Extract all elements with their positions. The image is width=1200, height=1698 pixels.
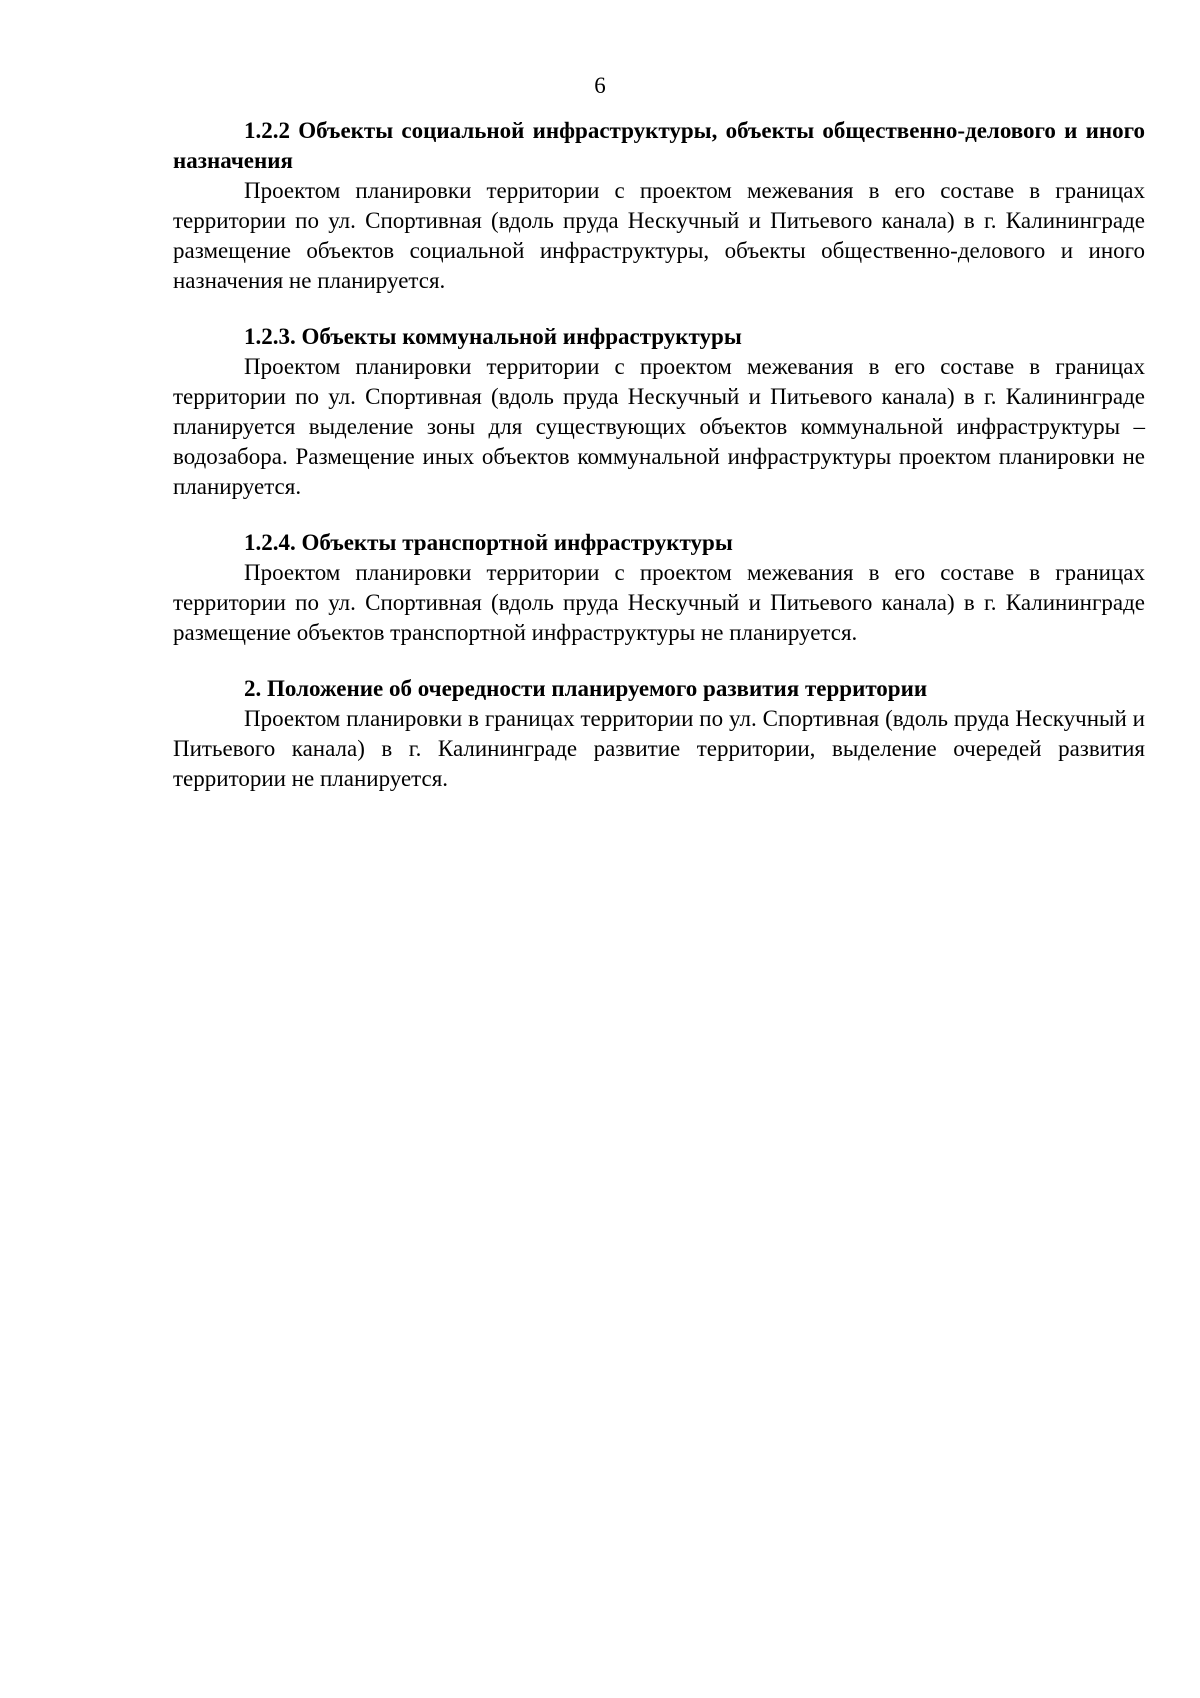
section-communal-infrastructure — [173, 322, 1145, 502]
section-heading: 1.2.3. Объекты коммунальной инфраструктуры — [244, 324, 742, 349]
section-development-sequence — [173, 674, 1145, 794]
section-social-infrastructure — [173, 116, 1145, 296]
section-heading: 1.2.2 Объекты социальной инфраструктуры, объекты общественно-делового и иного назначения — [173, 118, 1145, 173]
section-heading: 2. Положение об очередности планируемого развития территории — [244, 676, 928, 701]
document-body — [173, 116, 1145, 820]
section-transport-infrastructure — [173, 528, 1145, 648]
page-number: 6 — [594, 73, 606, 98]
section-paragraph: Проектом планировки территории с проектом межевания в его составе в границах территории по ул. Спортивная (вдоль пруда Нескучный и Питьевого канала) в г. Калининграде планируется выделение зоны для существующих объектов коммунальной инфраструктуры – водозабора. Размещение иных объектов коммунальной инфраструктуры проектом планировки не планируется. — [173, 354, 1145, 499]
section-paragraph: Проектом планировки в границах территории по ул. Спортивная (вдоль пруда Нескучный и Питьевого канала) в г. Калининграде развитие территории, выделение очередей развития территории не планируется. — [173, 706, 1145, 791]
section-paragraph: Проектом планировки территории с проектом межевания в его составе в границах территории по ул. Спортивная (вдоль пруда Нескучный и Питьевого канала) в г. Калининграде размещение объектов социальной инфраструктуры, объекты общественно-делового и иного назначения не планируется. — [173, 178, 1145, 293]
section-paragraph: Проектом планировки территории с проектом межевания в его составе в границах территории по ул. Спортивная (вдоль пруда Нескучный и Питьевого канала) в г. Калининграде размещение объектов транспортной инфраструктуры не планируется. — [173, 560, 1145, 645]
section-heading: 1.2.4. Объекты транспортной инфраструктуры — [244, 530, 733, 555]
